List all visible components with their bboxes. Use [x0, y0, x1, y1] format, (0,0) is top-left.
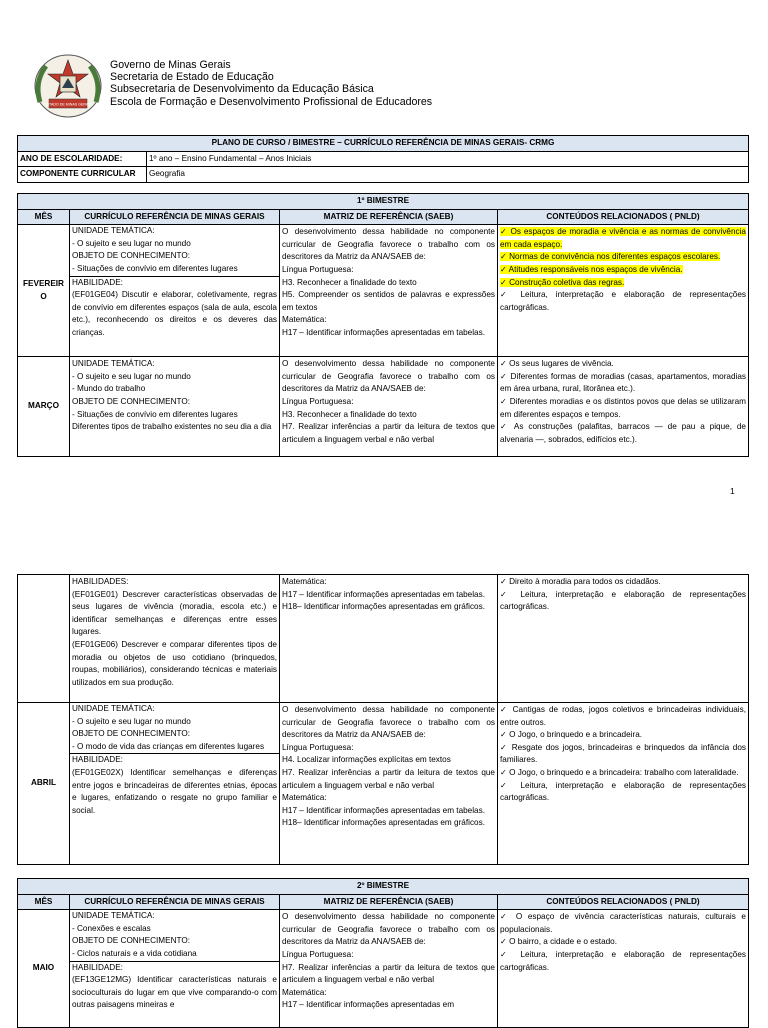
plan-title: PLANO DE CURSO / BIMESTRE – CURRÍCULO REFERÊNCIA DE MINAS GERAIS- CRMG [18, 136, 749, 152]
col-header-matrix: MATRIZ DE REFERÊNCIA (SAEB) [280, 894, 498, 910]
matrix-descriptor: H4. Localizar informações explícitas em textos [282, 755, 451, 765]
content-item: ✓ Leitura, interpretação e elaboração de representações cartográficas. [500, 589, 746, 612]
content-item: ✓ O Jogo, o brinquedo e a brincadeira: trabalho com lateralidade. [500, 767, 739, 777]
table-row-fevereiro [18, 225, 749, 357]
table-row-marco [18, 357, 749, 457]
bimestre-1-title: 1º BIMESTRE [18, 194, 749, 210]
knowledge-object-value: - Ciclos naturais e a vida cotidiana [72, 948, 197, 958]
content-item: ✓ Normas de convivência nos diferentes espaços escolares. [500, 252, 721, 262]
thematic-unit-value: - O sujeito e seu lugar no mundo [72, 371, 191, 381]
matrix-descriptor: H17 – Identificar informações apresentadas em [282, 1000, 455, 1010]
matrix-intro: O desenvolvimento dessa habilidade no componente curricular de Geografia favorece o trabalho com os descritores da Matriz da ANA/SAEB de: [282, 705, 495, 740]
matrix-intro: O desenvolvimento dessa habilidade no componente curricular de Geografia favorece o trabalho com os descritores da Matriz da ANA/SAEB de: [282, 359, 495, 394]
state-seal-logo [32, 52, 104, 120]
contents-cell [498, 575, 749, 703]
content-item: ✓ O espaço de vivência características naturais, culturais e populacionais. [500, 912, 746, 934]
skill-text: (EF01GE04) Discutir e elaborar, coletivamente, regras de convívio em diferentes espaços (sala de aula, escola etc.), reconhecendo os direitos e os deveres das crianças. [72, 290, 277, 337]
col-header-matrix: MATRIZ DE REFERÊNCIA (SAEB) [280, 209, 498, 225]
plan-info-table [17, 135, 749, 183]
matrix-descriptor: H17 – Identificar informações apresentadas em tabelas. [282, 327, 485, 337]
skill-text: (EF13GE12MG) Identificar características naturais e socioculturais do lugar em que vive comparando-o com outras paisagens mineiras e [72, 975, 277, 1010]
bimestre-2-title: 2º BIMESTRE [18, 879, 749, 895]
thematic-unit-value: - Conexões e escalas [72, 923, 151, 933]
matrix-subject: Matemática: [282, 577, 327, 586]
content-item: ✓ Leitura, interpretação e elaboração de representações cartográficas. [500, 780, 746, 803]
thematic-unit-label: UNIDADE TEMÁTICA: [72, 359, 155, 369]
table-row-abril [18, 703, 749, 865]
contents-cell [498, 910, 749, 1028]
matrix-subject: Matemática: [282, 987, 327, 997]
matrix-descriptor: H7. Realizar inferências a partir da leitura de textos que articulem a linguagem verbal e não verbal [282, 962, 495, 985]
month-cell [18, 575, 70, 703]
curriculum-cell [70, 225, 280, 357]
matrix-descriptor: H18– Identificar informações apresentadas em gráficos. [282, 818, 485, 828]
col-header-contents: CONTEÚDOS RELACIONADOS ( PNLD) [498, 209, 749, 225]
matrix-cell [280, 575, 498, 703]
matrix-descriptor: H3. Reconhecer a finalidade do texto [282, 409, 417, 419]
col-header-curriculum: CURRÍCULO REFERÊNCIA DE MINAS GERAIS [70, 209, 280, 225]
thematic-unit-label: UNIDADE TEMÁTICA: [72, 704, 155, 713]
content-item: ✓ As construções (palafitas, barracos — de pau a pique, de alvenaria —, sobrados, edifícios etc.). [500, 422, 746, 444]
curriculum-cell [70, 910, 280, 1028]
thematic-unit-value: - Mundo do trabalho [72, 384, 146, 394]
content-item: ✓ Direito à moradia para todos os cidadãos. [500, 577, 661, 586]
header-line-secretariat: Secretaria de Estado de Educação [110, 71, 274, 84]
content-item: ✓ Leitura, interpretação e elaboração de representações cartográficas. [500, 290, 746, 312]
col-header-curriculum: CURRÍCULO REFERÊNCIA DE MINAS GERAIS [70, 894, 280, 910]
thematic-unit-value: - O sujeito e seu lugar no mundo [72, 716, 191, 726]
matrix-descriptor: H18– Identificar informações apresentadas em gráficos. [282, 602, 485, 612]
col-header-contents: CONTEÚDOS RELACIONADOS ( PNLD) [498, 894, 749, 910]
matrix-subject: Língua Portuguesa: [282, 264, 354, 274]
content-item: ✓ Resgate dos jogos, brincadeiras e brinquedos da infância dos familiares. [500, 742, 746, 765]
content-item: ✓ Os espaços de moradia e vivência e as normas de convivência em cada espaço. [500, 227, 746, 249]
matrix-descriptor: H17 – Identificar informações apresentadas em tabelas. [282, 805, 485, 815]
matrix-cell [280, 703, 498, 865]
grade-value: 1º ano – Ensino Fundamental – Anos Iniciais [147, 151, 749, 167]
content-item: ✓ Os seus lugares de vivência. [500, 359, 614, 369]
knowledge-object-value: - Situações de convívio em diferentes lugares [72, 409, 238, 419]
matrix-subject: Matemática: [282, 793, 327, 803]
matrix-descriptor: H3. Reconhecer a finalidade do texto [282, 277, 417, 287]
month-cell: ABRIL [18, 703, 70, 865]
component-label: COMPONENTE CURRICULAR [18, 167, 147, 183]
page-number: 1 [730, 486, 735, 496]
curriculum-cell [70, 357, 280, 457]
knowledge-object-value: - O modo de vida das crianças em diferentes lugares [72, 741, 265, 751]
matrix-cell [280, 910, 498, 1028]
matrix-intro: O desenvolvimento dessa habilidade no componente curricular de Geografia favorece o trabalho com os descritores da Matriz da ANA/SAEB de: [282, 912, 495, 947]
content-item: ✓ O Jogo, o brinquedo e a brincadeira. [500, 730, 643, 740]
contents-cell [498, 357, 749, 457]
matrix-descriptor: H7. Realizar inferências a partir da leitura de textos que articulem a linguagem verbal e não verbal [282, 422, 495, 444]
knowledge-object-label: OBJETO DE CONHECIMENTO: [72, 936, 190, 946]
matrix-subject: Língua Portuguesa: [282, 396, 354, 406]
matrix-subject: Língua Portuguesa: [282, 949, 354, 959]
skill-label: HABILIDADE: [70, 276, 279, 290]
matrix-descriptor: H7. Realizar inferências a partir da leitura de textos que articulem a linguagem verbal e não verbal [282, 767, 495, 790]
content-item: ✓ Atitudes responsáveis nos espaços de vivência. [500, 264, 683, 274]
bimestre-2-table [17, 878, 749, 1028]
matrix-intro: O desenvolvimento dessa habilidade no componente curricular de Geografia favorece o trabalho com os descritores da Matriz da ANA/SAEB de: [282, 227, 495, 262]
content-item: ✓ Leitura, interpretação e elaboração de representações cartográficas. [500, 949, 746, 972]
matrix-descriptor: H5. Compreender os sentidos de palavras e expressões em textos [282, 290, 495, 312]
contents-cell [498, 703, 749, 865]
matrix-cell [280, 357, 498, 457]
matrix-descriptor: H17 – Identificar informações apresentadas em tabelas. [282, 589, 485, 599]
matrix-cell [280, 225, 498, 357]
skill-text: (EF01GE02X) Identificar semelhanças e diferenças entre jogos e brincadeiras de diferentes etnias, épocas e lugares, enfatizando o resgate no grupo familiar e social. [72, 767, 277, 815]
knowledge-object-label: OBJETO DE CONHECIMENTO: [72, 396, 190, 406]
component-value: Geografia [147, 167, 749, 183]
content-item: ✓ O bairro, a cidade e o estado. [500, 937, 618, 947]
thematic-unit-label: UNIDADE TEMÁTICA: [72, 911, 155, 921]
skill-text: (EF01GE01) Descrever características observadas de seus lugares de vivência (moradia, escola etc.) e identificar semelhanças e diferenças entre esses lugares. [72, 589, 277, 637]
contents-cell [498, 225, 749, 357]
month-cell: MAIO [18, 910, 70, 1028]
knowledge-object-value: Diferentes tipos de trabalho existentes no seu dia a dia [72, 422, 272, 432]
content-item: ✓ Cantigas de rodas, jogos coletivos e brincadeiras individuais, entre outros. [500, 705, 746, 727]
header-line-government: Governo de Minas Gerais [110, 59, 231, 71]
content-item: ✓ Diferentes moradias e os distintos povos que delas se utilizaram em diferentes espaços e tempos. [500, 396, 746, 419]
bimestre-1-table [17, 193, 749, 457]
matrix-subject: Matemática: [282, 315, 327, 325]
svg-text:ESTADO DE MINAS GERAIS: ESTADO DE MINAS GERAIS [44, 102, 92, 107]
month-cell: MARÇO [18, 357, 70, 457]
table-row-continuation [18, 575, 749, 703]
knowledge-object-value: - Situações de convívio em diferentes lugares [72, 263, 238, 273]
thematic-unit-value: - O sujeito e seu lugar no mundo [72, 238, 191, 248]
content-item: ✓ Construção coletiva das regras. [500, 277, 625, 287]
knowledge-object-label: OBJETO DE CONHECIMENTO: [72, 251, 190, 261]
matrix-subject: Língua Portuguesa: [282, 742, 354, 752]
table-row-maio [18, 910, 749, 1028]
curriculum-cell [70, 703, 280, 865]
col-header-month: MÊS [18, 209, 70, 225]
skill-text: (EF01GE06) Descrever e comparar diferentes tipos de moradia ou objetos de uso cotidiano (brinquedos, roupas, mobiliários), considerando técnicas e materiais utilizados em sua produção. [72, 639, 277, 687]
skill-label: HABILIDADE: [70, 753, 279, 767]
col-header-month: MÊS [18, 894, 70, 910]
curriculum-cell [70, 575, 280, 703]
grade-label: ANO DE ESCOLARIDADE: [18, 151, 147, 167]
header-line-school: Escola de Formação e Desenvolvimento Profissional de Educadores [110, 95, 433, 108]
header-line-subsecretariat: Subsecretaria de Desenvolvimento da Educação Básica [110, 83, 374, 96]
skill-label: HABILIDADE: [70, 961, 279, 975]
skills-label: HABILIDADES: [72, 577, 129, 586]
thematic-unit-label: UNIDADE TEMÁTICA: [72, 226, 155, 236]
continuation-table [17, 574, 749, 865]
knowledge-object-label: OBJETO DE CONHECIMENTO: [72, 729, 190, 739]
month-cell: FEVEREIRO [18, 225, 70, 357]
content-item: ✓ Diferentes formas de moradias (casas, apartamentos, moradias em área urbana, rural, litorânea etc.). [500, 371, 746, 394]
